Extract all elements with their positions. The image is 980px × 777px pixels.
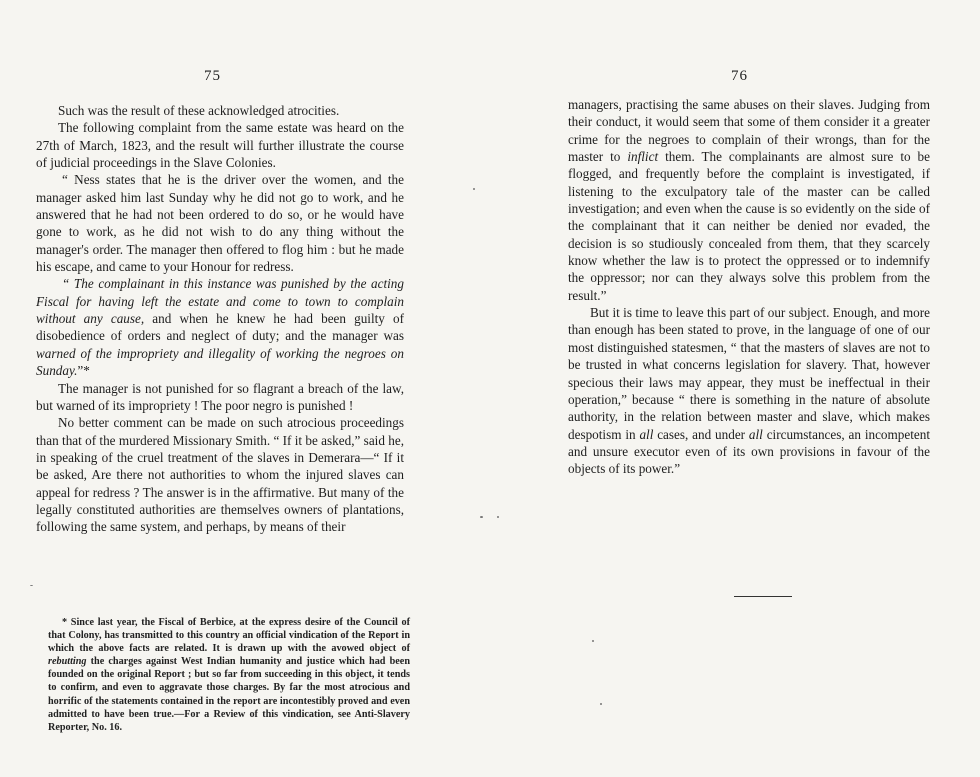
page-body [568,96,930,478]
paragraph: The following complaint from the same estate was heard on the 27th of March, 1823, and the result will further illustrate the course of judicial proceedings in the Slave Colonies. [36,120,404,171]
scan-speck [497,516,499,518]
right-page [490,0,980,777]
scan-speck [480,516,483,518]
italic-text: inflict [627,149,659,165]
text-run: circumstances, an incompetent and unsure executor even of its own provisions in favour of the objects of its power.” [568,426,930,477]
text-run: them. The complainants are almost sure to be flogged, and frequently before the complaint is investigated, if listening to the exculpatory tale of the master can be called investigation; and even when the cause is so evidently on the side of the complainant that it can neither be denied nor evaded, the decision is so studiously concealed from them, that they scarcely know whether the law is to protect the oppressed or to indemnify the oppressor; nor can they always solve this problem from the result.” [568,149,930,303]
page-number: 75 [204,68,221,84]
text-run: ”* [77,363,90,379]
text-run: cases, and under [653,426,749,442]
footnote-text [48,616,410,734]
section-rule [734,596,792,597]
text-run: managers, practising the same abuses on their slaves. Judging from their conduct, it would seem that some of them consider it a greater crime for the negroes to complain of their wrongs, than for the master to [568,97,930,165]
scan-speck [600,703,602,705]
paragraph [568,304,930,477]
italic-text: warned of the impropriety and illegality of working the negroes on Sunday. [36,345,404,379]
quoted-paragraph: “ Ness states that he is the driver over the women, and the manager asked him last Sunday why he did not go to work, and he answered that he had not been ordered to do so, or he would have gone to work, as he did not wish to do any thing without the manager's order. The manager then offered to flog him : but he made his escape, and came to your Honour for redress. [36,172,404,275]
paragraph: Such was the result of these acknowledged atrocities. [58,103,340,118]
scan-speck [473,188,475,190]
text-run: * Since last year, the Fiscal of Berbice, at the express desire of the Council of that Colony, has transmitted to this country an official vindication of the Report in which the above facts are related. It is drawn up with the avowed object of [48,617,410,655]
footnote [48,616,410,734]
scan-speck [592,640,594,642]
text-run: and when he knew he had been guilty of disobedience of orders and neglect of duty; and the manager was [36,311,404,344]
page-number: 76 [731,68,748,84]
paragraph: No better comment can be made on such atrocious proceedings than that of the murdered Missionary Smith. “ If it be asked,” said he, in speaking of the cruel treatment of the slaves in Demerara—“ If it be asked, Are there not authorities to whom the injured slaves can appeal for redress ? The answer is in the affirmative. But many of the legally constituted authorities are themselves owners of plantations, following the same system, and perhaps, by means of their [36,415,404,535]
quoted-paragraph [36,275,404,379]
italic-text: all [748,426,763,442]
page-body [36,102,404,536]
italic-text: all [639,426,654,442]
paragraph [568,96,930,304]
text-run: But it is time to leave this part of our subject. Enough, and more than enough has been stated to prove, in the language of one of our most distinguished statesmen, “ that the masters of slaves are not to be trusted in what concerns legislation for slavery. That, however specious their laws may appear, they must be ineffectual in their operation,” because “ there is something in the nature of absolute authority, in the relation between master and slave, which makes despotism in [568,305,930,442]
scan-speck [30,585,33,586]
italic-text: rebutting [48,656,87,668]
text-run: the charges against West Indian humanity and justice which had been founded on the original Report ; but so far from succeeding in this object, it tends to confirm, and even to aggravate those charges. By far the most atrocious and horrific of the statements contained in the report are incontestibly proved and even admitted to have been true.—For a Review of this vindication, see Anti-Slavery Reporter, No. 16. [48,656,410,733]
paragraph: The manager is not punished for so flagrant a breach of the law, but warned of its impropriety ! The poor negro is punished ! [36,380,404,413]
italic-text: “ The complainant in this instance was punished by the acting Fiscal for having left the estate and come to town to complain without any cause, [36,276,404,327]
